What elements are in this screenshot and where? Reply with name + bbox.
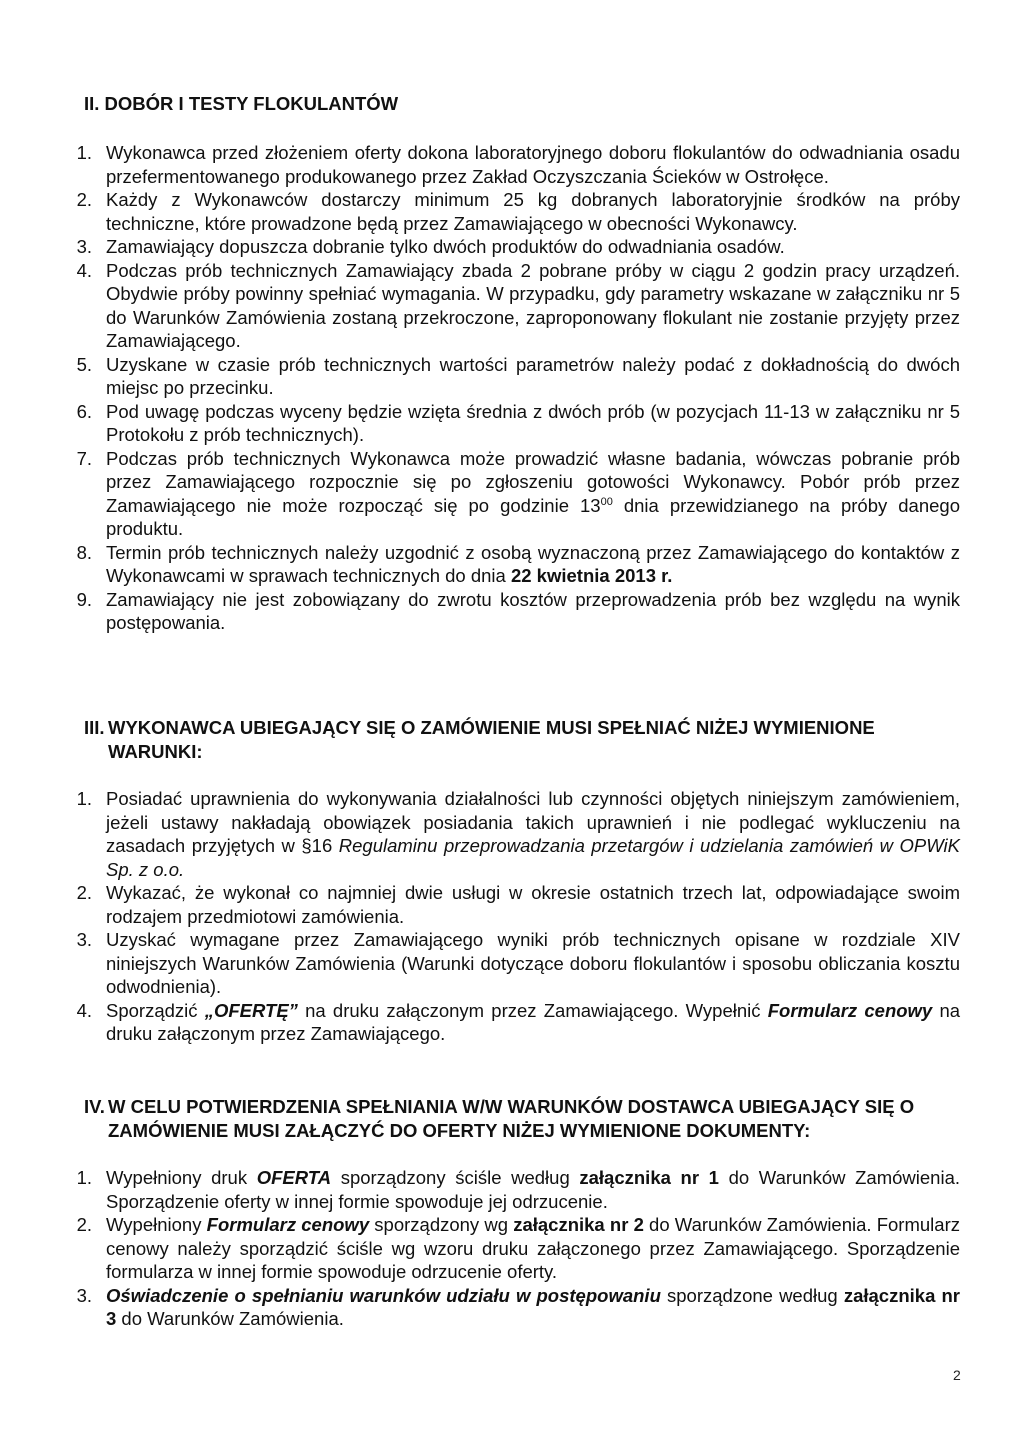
section-4-heading: IV. W CELU POTWIERDZENIA SPEŁNIANIA W/W WARUNKÓW DOSTAWCA UBIEGAJĄCY SIĘ O ZAMÓWIENIE MUSI ZAŁĄCZYĆ DO OFERTY NIŻEJ WYMIENIONE DOKUMENTY: [84,1096,915,1141]
section-4-list [70,1166,960,1331]
list-item: 2. Wykazać, że wykonał co najmniej dwie usługi w okresie ostatnich trzech lat, odpowiadające swoim rodzajem przedmiotowi zamówienia. [76,882,960,927]
list-item: 6. Pod uwagę podczas wyceny będzie wzięta średnia z dwóch prób (w pozycjach 11-13 w załączniku nr 5 Protokołu z prób technicznych). [76,400,960,445]
list-item: 4. Sporządzić „OFERTĘ” na druku załączonym przez Zamawiającego. Wypełnić Formularz cenowy na druku załączonym przez Zamawiającego. [76,999,961,1044]
list-item: 2. Wypełniony Formularz cenowy sporządzony wg załącznika nr 2 do Warunków Zamówienia. Formularz cenowy należy sporządzić ściśle wg wzoru druku załączonego przez Zamawiającego. Sporządzenie formularza w innej formie spowoduje odrzucenie oferty. [76,1214,960,1282]
list-item: 3. Zamawiający dopuszcza dobranie tylko dwóch produktów do odwadniania osadów. [76,236,785,257]
list-item: 9. Zamawiający nie jest zobowiązany do zwrotu kosztów przeprowadzenia prób bez względu na wynik postępowania. [76,588,960,633]
list-item: 4. Podczas prób technicznych Zamawiający zbada 2 pobrane próby w ciągu 2 godzin pracy urządzeń. Obydwie próby powinny spełniać wymagania. W przypadku, gdy parametry wskazane w załączniku nr 5 do Warunków Zamówienia zostaną przekroczone, zaproponowany flokulant nie zostanie przyjęty przez Zamawiającego. [76,259,960,351]
section-3-list [70,787,960,1046]
list-item: 3. Oświadczenie o spełnianiu warunków udziału w postępowaniu sporządzone według załącznika nr 3 do Warunków Zamówienia. [76,1284,961,1329]
list-item: 1. Wykonawca przed złożeniem oferty dokona laboratoryjnego doboru flokulantów do odwadniania osadu przefermentowanego produkowanego przez Zakład Oczyszczania Ścieków w Ostrołęce. [76,142,960,187]
section-2-heading: II. DOBÓR I TESTY FLOKULANTÓW [84,93,399,114]
list-item: 8. Termin prób technicznych należy uzgodnić z osobą wyznaczoną przez Zamawiającego do kontaktów z Wykonawcami w sprawach technicznych do dnia 22 kwietnia 2013 r. [76,541,960,586]
list-item: 7. Podczas prób technicznych Wykonawca może prowadzić własne badania, wówczas pobranie prób przez Zamawiającego rozpocznie się po zgłoszeniu gotowości Wykonawcy. Pobór prób przez Zamawiającego nie może rozpocząć się po godzinie $13^{00}$ dnia przewidzianego na próby danego produktu. [76,447,960,539]
section-3-heading: III. WYKONAWCA UBIEGAJĄCY SIĘ O ZAMÓWIENIE MUSI SPEŁNIAĆ NIŻEJ WYMIENIONE WARUNKI: [84,717,875,762]
list-item: 3. Uzyskać wymagane przez Zamawiającego wyniki prób technicznych opisane w rozdziale XIV niniejszych Warunków Zamówienia (Warunki dotyczące doboru flokulantów i sposobu obliczania kosztu odwodnienia). [76,929,960,997]
section-2-list [70,141,960,635]
list-item: 2. Każdy z Wykonawców dostarczy minimum 25 kg dobranych laboratoryjnie środków na próby techniczne, które prowadzone będą przez Zamawiającego w obecności Wykonawcy. [76,189,960,234]
list-item: 1. Posiadać uprawnienia do wykonywania działalności lub czynności objętych niniejszym zamówieniem, jeżeli ustawy nakładają obowiązek posiadania takich uprawnień i nie podlegać wykluczeniu na zasadach przyjętych w §16 Regulaminu przeprowadzania przetargów i udzielania zamówień w OPWiK Sp. z o.o. [76,788,961,880]
list-item: 5. Uzyskane w czasie prób technicznych wartości parametrów należy podać z dokładnością do dwóch miejsc po przecinku. [76,353,960,398]
page-number: 2 [953,1367,961,1383]
list-item: 1. Wypełniony druk OFERTA sporządzony ściśle według załącznika nr 1 do Warunków Zamówienia. Sporządzenie oferty w innej formie spowoduje jej odrzucenie. [76,1167,961,1212]
